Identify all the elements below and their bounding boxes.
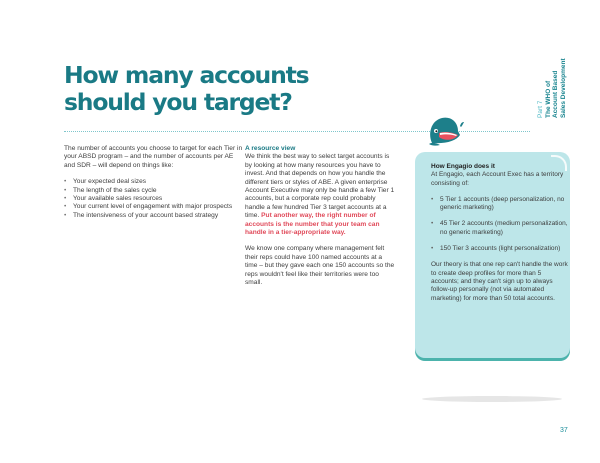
engagio-callout [415, 152, 570, 358]
factors-list [64, 178, 244, 220]
intro-paragraph: The number of accounts you choose to target for each Tier in your ABSD program – and the number of accounts per AE and SDR – will depend on things like: [64, 145, 243, 169]
resource-view-text: We think the best way to select target accounts is by looking at how many resources you have to invest. And that depends on how you handle the different tiers or styles of ABE. A given enterprise Account Executive may only be handle a few Tier 1 accounts, but a corporate rep could probably handle a few hundred Tier 3 target accounts at a time. [245, 153, 395, 220]
section-label [537, 18, 567, 118]
section-title-line-3: Sales Development [559, 58, 567, 118]
section-title-line-2: Account Based [552, 70, 560, 118]
list-item: • Your expected deal sizes [64, 178, 244, 186]
column-resource-view [245, 145, 395, 288]
tier-list [431, 196, 569, 253]
page-number: 37 [560, 427, 568, 434]
list-item: • Your current level of engagement with major prospects [64, 203, 244, 211]
list-item: • Your available sales resources [64, 195, 244, 203]
callout-theory: Our theory is that one rep can't handle the work to create deep profiles for more than 5 accounts; and they can't sign up to always follow-up personally (not via automated marketing) for more than 50 total accounts. [431, 261, 568, 302]
whale-icon [426, 113, 470, 147]
example-paragraph: We know one company where management felt their reps could have 100 named accounts at a time – but they gave each one 150 accounts so the reps wouldn't feel like their territories were too small. [245, 245, 395, 287]
callout-intro: At Engagio, each Account Exec has a territory consisting of: [431, 171, 564, 187]
title-line-1: How many accounts [64, 61, 309, 89]
list-item: • The intensiveness of your account based strategy [64, 212, 244, 220]
title-line-2: should you target? [64, 88, 292, 116]
list-item: • 5 Tier 1 accounts (deep personalization, no generic marketing) [431, 196, 569, 213]
part-number: Part 7 [537, 100, 544, 118]
list-item: • 45 Tier 2 accounts (medium personalization, no generic marketing) [431, 220, 569, 237]
callout-heading: How Engagio does it [431, 163, 495, 170]
page-title [64, 62, 308, 116]
column-intro [64, 145, 244, 220]
resource-view-highlight: Put another way, the right number of accounts is the number that your team can handle in a tier-appropriate way. [245, 212, 380, 237]
callout-shadow [422, 396, 562, 402]
resource-view-paragraph [245, 153, 395, 237]
list-item: • 150 Tier 3 accounts (light personalization) [431, 245, 569, 253]
resource-view-heading: A resource view [245, 145, 296, 152]
list-item: • The length of the sales cycle [64, 187, 244, 195]
section-title-line-1: The WHO of [544, 80, 552, 118]
